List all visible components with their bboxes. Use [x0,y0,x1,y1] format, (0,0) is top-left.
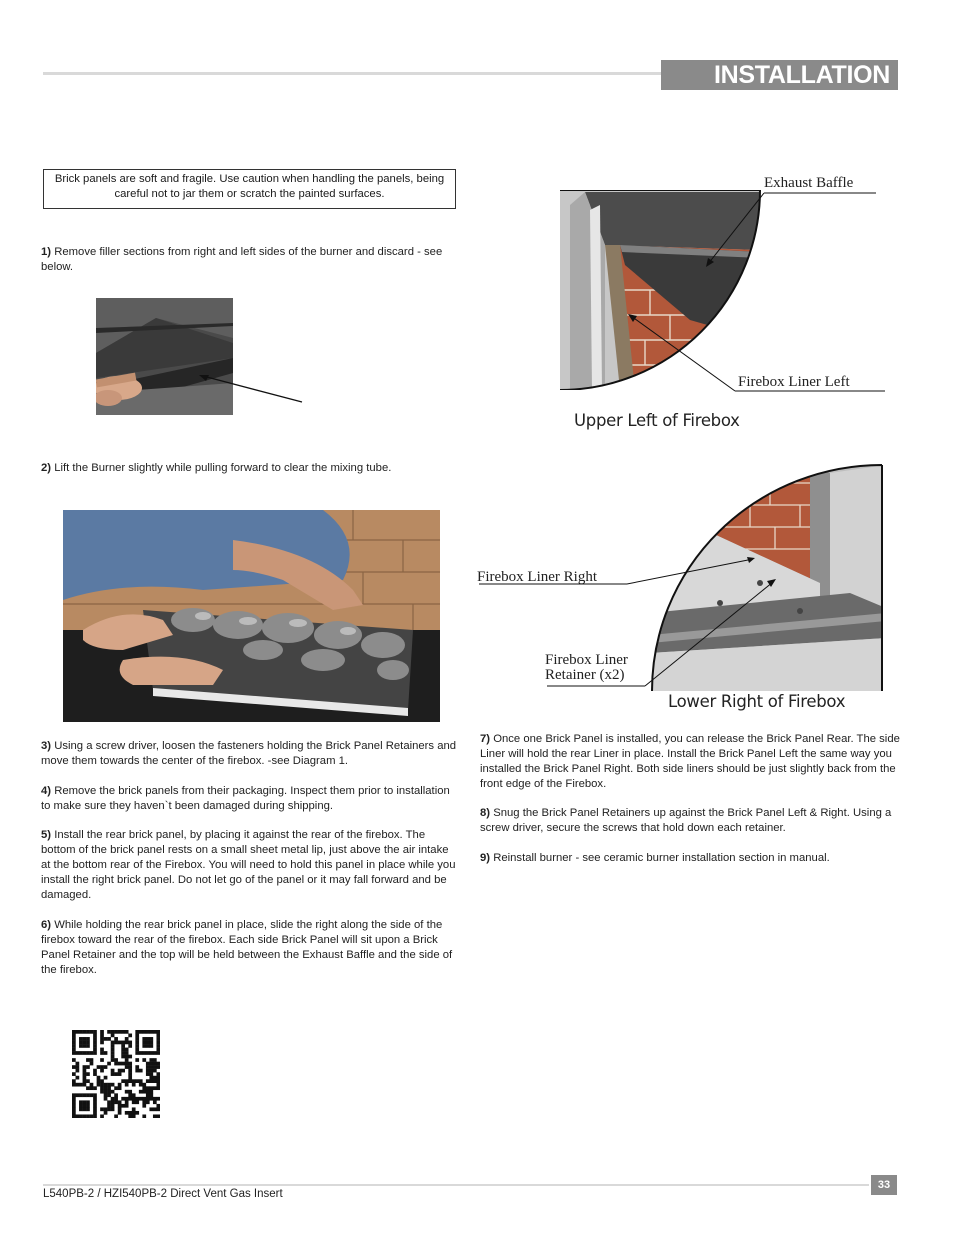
filler-pointer-arrow [195,370,305,406]
label-firebox-liner-right: Firebox Liner Right [477,569,597,585]
step-2 [41,461,461,476]
step-number: 3) [41,740,52,752]
step-number: 6) [41,919,52,931]
step-text: Reinstall burner - see ceramic burner installation section in manual. [493,852,830,864]
step-number: 9) [480,852,491,864]
step-9 [480,851,900,866]
step-number: 8) [480,807,491,819]
label-retainer-line-2: Retainer (x2) [545,667,625,683]
step-number: 5) [41,829,52,841]
step-text: Lift the Burner slightly while pulling forward to clear the mixing tube. [54,462,392,474]
retainer-leader-line [545,570,785,690]
liner-left-leader-line [625,310,887,394]
step-text: Remove the brick panels from their packaging. Inspect them prior to installation to make sure they haven`t been damaged during shipping. [41,785,450,812]
step-5 [41,828,461,903]
step-text: Once one Brick Panel is installed, you can release the Brick Panel Rear. The side Liner will hold the rear Liner in place. Install the Brick Panel Left the same way you installed the Brick Panel Right. Both side liners should be just slightly back from the front edge of the Firebox. [480,733,900,790]
exhaust-leader-line [700,190,880,270]
footer-model: L540PB-2 / HZI540PB-2 Direct Vent Gas Insert [43,1188,283,1200]
step-text: Remove filler sections from right and left sides of the burner and discard - see below. [41,246,443,273]
step-4 [41,784,461,814]
step-8 [480,806,900,836]
step-text: Using a screw driver, loosen the fasteners holding the Brick Panel Retainers and move them towards the center of the firebox. -see Diagram 1. [41,740,457,767]
step-6 [41,918,461,978]
step-text: Snug the Brick Panel Retainers up against the Brick Panel Left & Right. Using a screw driver, secure the screws that hold down each retainer. [480,807,892,834]
label-exhaust-baffle: Exhaust Baffle [764,175,854,191]
step-number: 2) [41,462,52,474]
label-retainer-line-1: Firebox Liner [545,652,628,668]
step-7 [480,732,900,792]
header-rule [43,72,663,75]
step-1 [41,245,461,275]
step-number: 4) [41,785,52,797]
label-firebox-liner-left: Firebox Liner Left [738,374,850,390]
caution-box: Brick panels are soft and fragile. Use caution when handling the panels, being careful not to jar them or scratch the painted surfaces. [43,169,456,209]
step-3 [41,739,461,769]
step-text: Install the rear brick panel, by placing it against the rear of the firebox. The bottom of the brick panel rests on a small sheet metal lip, just above the air intake at the bottom rear of the Firebox. You will need to hold this panel in place while you install the right brick panel. Do not let go of the panel or it may fall forward and be damaged. [41,829,456,901]
section-title: INSTALLATION [661,60,898,90]
qr-code[interactable] [72,1030,160,1118]
burner-removal-photo [63,510,440,722]
step-number: 7) [480,733,491,745]
step-number: 1) [41,246,52,258]
caption-lower-right-firebox: Lower Right of Firebox [668,692,846,711]
page-number: 33 [871,1175,897,1195]
caption-upper-left-firebox: Upper Left of Firebox [574,411,740,430]
footer-rule [43,1184,869,1186]
step-text: While holding the rear brick panel in place, slide the right along the side of the firebox toward the rear of the firebox. Each side Brick Panel will sit upon a Brick Panel Retainer and the top will be held between the Exhaust Baffle and the side of the firebox. [41,919,453,976]
